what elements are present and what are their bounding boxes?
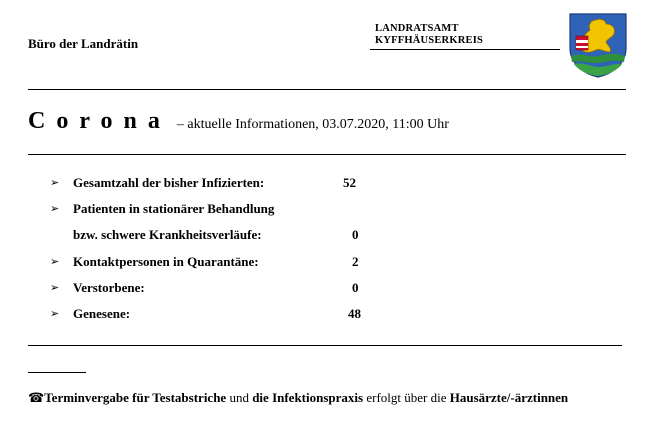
coat-of-arms-icon — [568, 12, 628, 78]
stat-value-hospital: 0 — [352, 227, 359, 242]
footer-bold-practice: die Infektionspraxis — [252, 390, 364, 405]
footer-bold-testing: Terminvergabe für Testabstriche — [44, 390, 227, 405]
bullet-arrow-icon: ➢ — [50, 176, 60, 189]
stat-label-contacts: Kontaktpersonen in Quarantäne: — [73, 254, 259, 269]
footnote-rule — [28, 372, 86, 373]
stats-rule — [28, 345, 622, 346]
page-title: Corona — [28, 108, 171, 134]
bullet-arrow-icon: ➢ — [50, 255, 60, 268]
bullet-arrow-icon: ➢ — [50, 307, 60, 320]
office-name: Büro der Landrätin — [28, 36, 139, 51]
footer-text-via: erfolgt über die — [363, 390, 450, 405]
stat-label-infected: Gesamtzahl der bisher Infizierten: — [73, 175, 265, 190]
stat-label-hospital: Patienten in stationärer Behandlung — [73, 201, 275, 216]
footer-text-and: und — [226, 390, 253, 405]
agency-line-1: LANDRATSAMT — [375, 23, 459, 34]
agency-underline — [370, 49, 560, 50]
phone-icon: ☎ — [28, 391, 45, 406]
bullet-arrow-icon: ➢ — [50, 281, 60, 294]
stat-value-deceased: 0 — [352, 280, 359, 295]
title-row — [28, 108, 449, 135]
bullet-arrow-icon: ➢ — [50, 202, 60, 215]
stat-value-contacts: 2 — [352, 254, 359, 269]
title-rule — [28, 154, 626, 155]
stat-label-hospital-line2: bzw. schwere Krankheitsverläufe: — [73, 227, 262, 242]
stat-value-recovered: 48 — [348, 306, 361, 321]
header-rule — [28, 89, 626, 90]
agency-name — [375, 23, 483, 47]
page-subtitle: – aktuelle Informationen, 03.07.2020, 11:00 Uhr — [176, 117, 449, 132]
stat-value-infected: 52 — [343, 175, 356, 190]
stat-label-recovered: Genesene: — [73, 306, 131, 321]
footer-bold-doctors: Hausärzte/-ärztinnen — [449, 390, 569, 405]
agency-line-2: KYFFHÄUSERKREIS — [375, 35, 484, 46]
footer-note — [28, 385, 628, 411]
stat-label-deceased: Verstorbene: — [73, 280, 145, 295]
